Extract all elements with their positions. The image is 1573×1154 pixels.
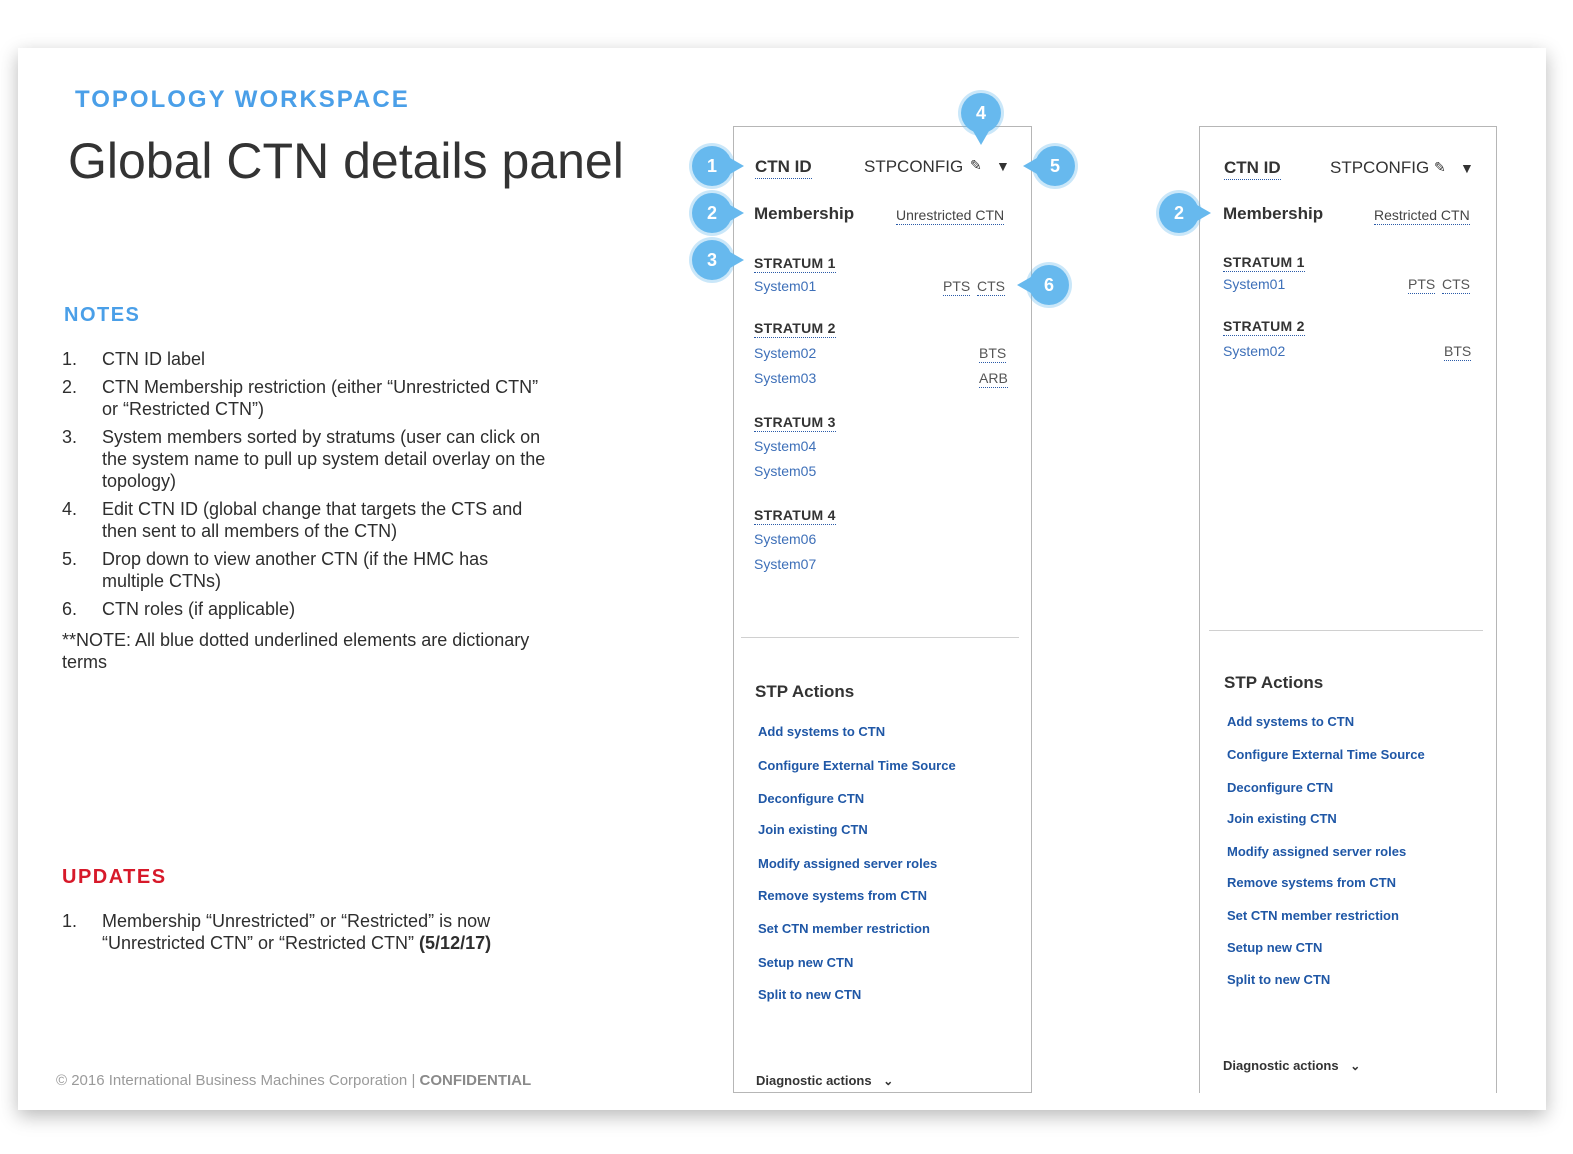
role-badge[interactable]: ARB [979,370,1008,386]
page-title: Global CTN details panel [68,133,624,189]
stratum-4-label[interactable]: STRATUM 4 [754,507,836,523]
action-set-restriction[interactable]: Set CTN member restriction [1227,908,1399,923]
footer-confidential: CONFIDENTIAL [419,1072,532,1089]
note-text: Edit CTN ID (global change that targets the CTS and then sent to all members of the CTN) [102,499,523,541]
action-set-restriction[interactable]: Set CTN member restriction [758,921,930,936]
callout-badge: 4 [961,93,1001,133]
role-badge[interactable]: CTS [1442,276,1470,292]
system-link[interactable]: System02 [1223,343,1286,359]
action-deconfigure[interactable]: Deconfigure CTN [1227,780,1334,795]
caret-down-icon[interactable]: ▼ [1460,160,1474,176]
note-item [62,348,552,370]
diagnostic-actions-toggle[interactable] [1223,1058,1360,1073]
membership-restriction[interactable]: Restricted CTN [1374,207,1470,223]
footer-separator: | [411,1072,416,1089]
updates-heading: UPDATES [62,866,167,888]
note-number: 1. [62,349,78,369]
ctn-id-value: STPCONFIG [864,157,964,176]
system-link[interactable]: System01 [1223,276,1286,292]
action-modify-roles[interactable]: Modify assigned server roles [1227,844,1407,859]
role-badge[interactable]: PTS [1408,276,1436,292]
stratum-3-label[interactable]: STRATUM 3 [754,414,836,430]
ctn-details-panel-restricted [1199,126,1497,1093]
action-remove-systems[interactable]: Remove systems from CTN [1227,875,1397,890]
callout-badge: 3 [692,240,732,280]
action-split[interactable]: Split to new CTN [1227,972,1331,987]
note-item [62,548,552,592]
membership-label: Membership [1223,204,1324,223]
panel-divider [741,637,1019,638]
membership-restriction[interactable]: Unrestricted CTN [896,207,1005,223]
system-link[interactable]: System04 [754,438,817,454]
update-text: Membership “Unrestricted” or “Restricted” is now “Unrestricted CTN” or “Restricted CTN” [102,911,491,953]
note-number: 4. [62,499,78,519]
action-add-systems[interactable]: Add systems to CTN [1227,714,1355,729]
action-configure-ets[interactable]: Configure External Time Source [1227,747,1425,762]
panel-divider [1209,630,1483,631]
action-join[interactable]: Join existing CTN [1227,811,1337,826]
stp-actions-title: STP Actions [1224,673,1324,692]
chevron-down-icon: ⌄ [883,1074,894,1088]
callout-badge: 5 [1035,146,1075,186]
stp-actions-title: STP Actions [755,682,855,701]
update-date: (5/12/17) [419,933,492,953]
caret-down-icon[interactable]: ▼ [996,158,1010,174]
action-remove-systems[interactable]: Remove systems from CTN [758,888,928,903]
ctn-details-panel-unrestricted [733,126,1032,1093]
note-dictionary-terms: **NOTE: All blue dotted underlined elements are dictionary terms [62,630,530,672]
note-text: System members sorted by stratums (user can click on the system name to pull up system detail overlay on the topology) [102,427,546,491]
action-setup-new[interactable]: Setup new CTN [758,955,854,970]
system-link[interactable]: System02 [754,345,817,361]
action-split[interactable]: Split to new CTN [758,987,862,1002]
action-modify-roles[interactable]: Modify assigned server roles [758,856,938,871]
note-number: 2. [62,377,78,397]
role-badge[interactable]: CTS [977,278,1005,294]
ctn-id-label[interactable]: CTN ID [755,157,812,179]
membership-label: Membership [754,204,855,223]
note-item [62,426,552,492]
action-add-systems[interactable]: Add systems to CTN [758,724,886,739]
eyebrow-label: TOPOLOGY WORKSPACE [75,86,410,113]
system-link[interactable]: System05 [754,463,817,479]
note-text: CTN ID label [102,349,206,369]
action-configure-ets[interactable]: Configure External Time Source [758,758,956,773]
footer [56,1072,531,1089]
update-item [62,910,562,954]
notes-list [62,348,552,626]
role-badge[interactable]: PTS [943,278,971,294]
callout-badge: 6 [1029,265,1069,305]
diagnostic-actions-label: Diagnostic actions [756,1073,872,1088]
update-number: 1. [62,911,78,931]
footer-copyright: © 2016 International Business Machines Corporation [56,1072,408,1089]
diagnostic-actions-toggle[interactable] [756,1073,893,1088]
ctn-id-label[interactable]: CTN ID [1224,158,1281,180]
role-badge[interactable]: BTS [1444,343,1472,359]
stratum-2-label[interactable]: STRATUM 2 [1223,318,1305,334]
note-number: 3. [62,427,78,447]
note-item [62,498,552,542]
stratum-1-label[interactable]: STRATUM 1 [1223,254,1305,270]
slide [18,48,1546,1110]
note-item [62,376,552,420]
updates-list [62,910,562,960]
system-link[interactable]: System06 [754,531,817,547]
callout-badge: 2 [692,193,732,233]
note-text: Drop down to view another CTN (if the HMC has multiple CTNs) [102,549,489,591]
system-link[interactable]: System01 [754,278,817,294]
note-number: 5. [62,549,78,569]
action-deconfigure[interactable]: Deconfigure CTN [758,791,865,806]
diagnostic-actions-label: Diagnostic actions [1223,1058,1339,1073]
notes-heading: NOTES [64,304,141,326]
system-link[interactable]: System07 [754,556,817,572]
pencil-icon[interactable]: ✎ [970,157,982,173]
note-text: CTN roles (if applicable) [102,599,296,619]
callout-badge: 1 [692,146,732,186]
stratum-2-label[interactable]: STRATUM 2 [754,320,836,336]
stratum-1-label[interactable]: STRATUM 1 [754,255,836,271]
action-setup-new[interactable]: Setup new CTN [1227,940,1323,955]
note-text: CTN Membership restriction (either “Unrestricted CTN” or “Restricted CTN”) [102,377,539,419]
pencil-icon[interactable]: ✎ [1434,159,1446,175]
callout-badge: 2 [1159,193,1199,233]
chevron-down-icon: ⌄ [1350,1059,1361,1073]
system-link[interactable]: System03 [754,370,817,386]
action-join[interactable]: Join existing CTN [758,822,868,837]
ctn-id-value: STPCONFIG [1330,158,1430,177]
note-number: 6. [62,599,78,619]
note-item [62,598,552,620]
role-badge[interactable]: BTS [979,345,1007,361]
